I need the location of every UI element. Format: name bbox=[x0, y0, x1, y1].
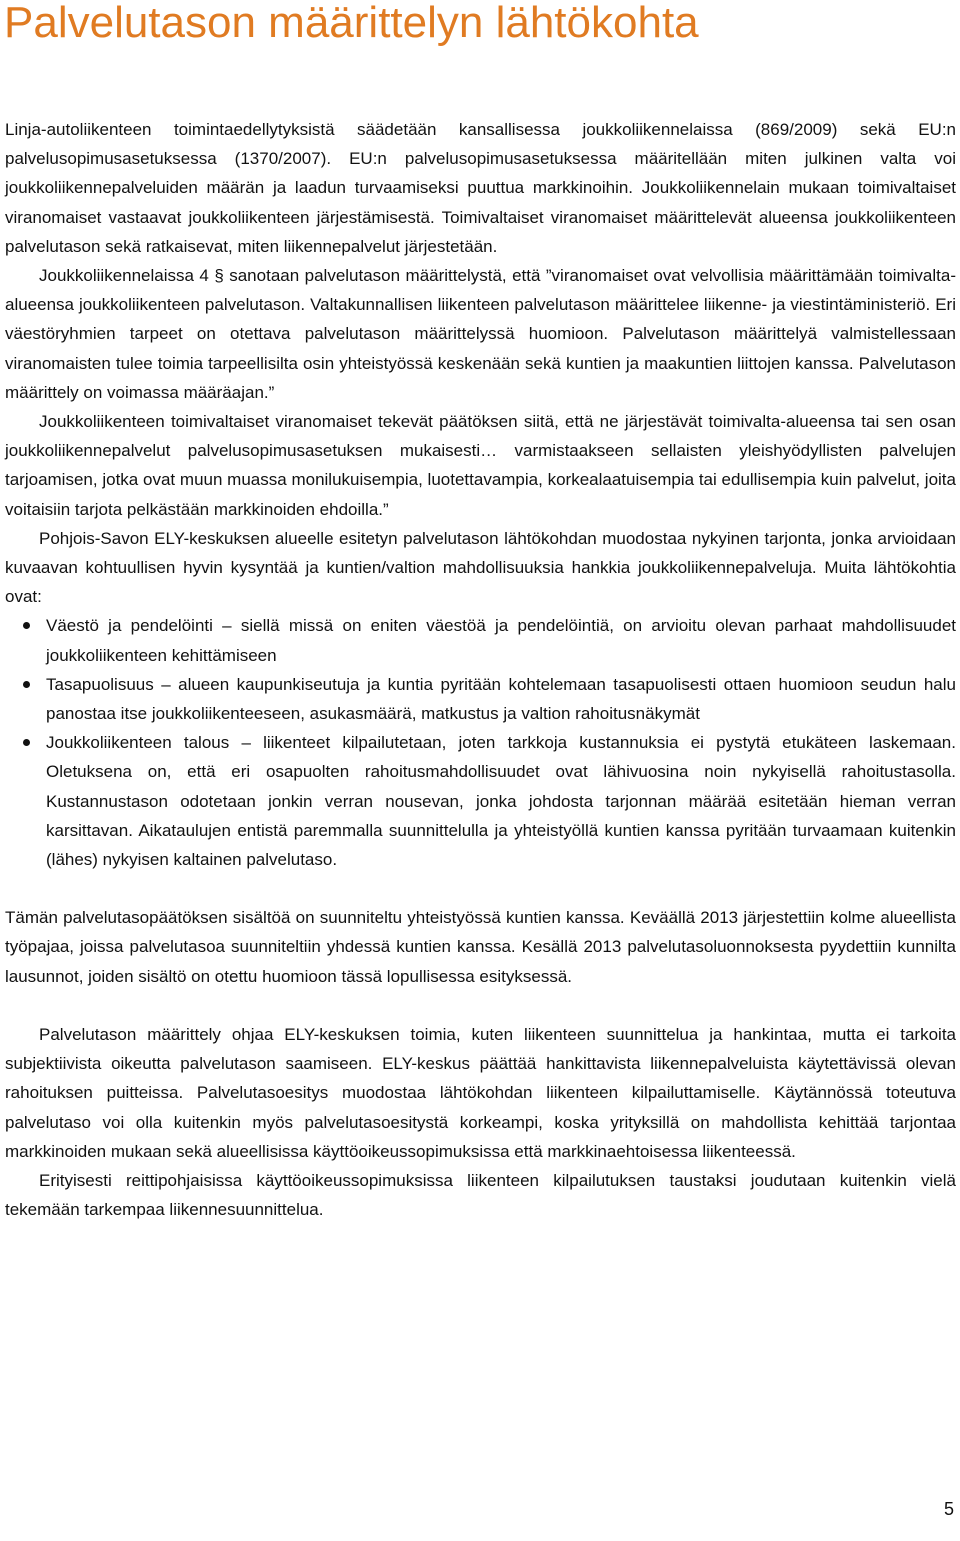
list-item-text: Väestö ja pendelöinti – siellä missä on eniten väestöä ja pendelöintiä, on arvioitu olevan parhaat mahdollisuudet joukkoliikenteen kehittämiseen bbox=[46, 616, 956, 665]
list-item bbox=[5, 611, 956, 669]
paragraph-law-quote: Joukkoliikennelaissa 4 § sanotaan palvelutason määrittelystä, että ”viranomaiset ovat velvollisia määrittämään toimivalta-alueensa joukkoliikenteen palvelutason. Valtakunnallisen liikenteen palvelutason määrittelee liikenne- ja viestintäministeriö. Eri väestöryhmien tarpeet on otettava palvelutason määrittelyssä huomioon. Palvelutason määrittelyä valmistellessaan viranomaisten tulee toimia tarpeellisilta osin yhteistyössä keskenään sekä kuntien ja maakuntien liittojen kanssa. Palvelutason määrittely on voimassa määräajan.” bbox=[5, 266, 956, 402]
page-number: 5 bbox=[943, 1499, 954, 1519]
paragraph-cooperation: Tämän palvelutasopäätöksen sisältöä on suunniteltu yhteistyössä kuntien kanssa. Keväällä 2013 järjestettiin kolme alueellista työpajaa, joissa palvelutasoa suunniteltiin yhdessä kuntien kanssa. Kesällä 2013 palvelutasoluonnoksesta pyydettiin kunnilta lausunnot, joiden sisältö on otettu huomioon tässä lopullisessa esityksessä. bbox=[5, 908, 956, 986]
paragraph-starting-points: Pohjois-Savon ELY-keskuksen alueelle esitetyn palvelutason lähtökohdan muodostaa nykyinen tarjonta, jonka arvioidaan kuvaavan kohtuullisen hyvin kysyntää ja kuntien/valtion mahdollisuuksia hankkia joukkoliikennepalveluja. Muita lähtökohtia ovat: bbox=[5, 528, 956, 607]
bullet-icon bbox=[23, 681, 30, 688]
page-title: Palvelutason määrittelyn lähtökohta bbox=[4, 0, 699, 47]
paragraph-authority-decision: Joukkoliikenteen toimivaltaiset viranomaiset tekevät päätöksen siitä, että ne järjestävät toimivalta-alueensa tai sen osan joukkoliikennepalvelut palvelusopimusasetuksen mukaisesti… varmistaakseen sellaisten yleishyödyllisten palvelujen tarjoamisen, jotka ovat muun muassa monilukuisempia, luotettavampia, korkealaatuisempia tai edullisempia kuin palvelut, joita voitaisiin tarjota pelkästään markkinoiden ehdoilla.” bbox=[5, 412, 956, 519]
list-item bbox=[5, 728, 956, 874]
document-body bbox=[5, 115, 956, 1224]
bullet-icon bbox=[23, 739, 30, 746]
paragraph-guidance: Palvelutason määrittely ohjaa ELY-keskuksen toimia, kuten liikenteen suunnittelua ja hankintaa, mutta ei tarkoita subjektiivista oikeutta palvelutason saamiseen. ELY-keskus päättää hankittavista liikennepalveluista käytettävissä olevan rahoituksen puitteissa. Palvelutasoesitys muodostaa lähtökohdan liikenteen kilpailuttamiselle. Käytännössä toteutuva palvelutaso voi olla kuitenkin myös palvelutasoesitystä korkeampi, koska yrityksillä on mahdollista kehittää tarjontaa markkinoiden mukaan sekä alueellisissa käyttöoikeussopimuksissa että markkinaehtoisessa liikenteessä. bbox=[5, 1024, 956, 1161]
paragraph-intro: Linja-autoliikenteen toimintaedellytyksistä säädetään kansallisessa joukkoliikennelaissa (869/2009) sekä EU:n palvelusopimusasetuksessa (1370/2007). EU:n palvelusopimusasetuksessa määritellään miten julkinen valta voi joukkoliikennepalveluiden määrän ja laadun turvaamiseksi puuttua markkinoihin. Joukkoliikennelain mukaan toimivaltaiset viranomaiset vastaavat joukkoliikenteen järjestämisestä. Toimivaltaiset viranomaiset määrittelevät alueensa joukkoliikenteen palvelutason sekä ratkaisevat, miten liikennepalvelut järjestetään. bbox=[5, 120, 956, 256]
paragraph-route-contracts: Erityisesti reittipohjaisissa käyttöoikeussopimuksissa liikenteen kilpailutuksen taustaksi joudutaan kuitenkin vielä tekemään tarkempaa liikennesuunnittelua. bbox=[5, 1170, 956, 1220]
list-item bbox=[5, 670, 956, 728]
starting-points-list bbox=[5, 611, 956, 874]
list-item-text: Tasapuolisuus – alueen kaupunkiseutuja ja kuntia pyritään kohtelemaan tasapuolisesti ottaen huomioon seudun halu panostaa itse joukkoliikenteeseen, asukasmäärä, matkustus ja valtion rahoitusnäkymät bbox=[46, 674, 956, 724]
bullet-icon bbox=[23, 622, 30, 629]
list-item-text: Joukkoliikenteen talous – liikenteet kilpailutetaan, joten tarkkoja kustannuksia ei pystytä etukäteen laskemaan. Oletuksena on, että eri osapuolten rahoitusmahdollisuudet ovat lähivuosina noin nykyisellä rahoitustasolla. Kustannustason odotetaan jonkin verran nousevan, jonka johdosta tarjonnan määrää esitetään hieman verran karsittavan. Aikataulujen entistä paremmalla suunnittelulla ja yhteistyöllä kuntien kanssa pyritään turvaamaan kuitenkin (lähes) nykyisen kaltainen palvelutaso. bbox=[46, 733, 956, 870]
